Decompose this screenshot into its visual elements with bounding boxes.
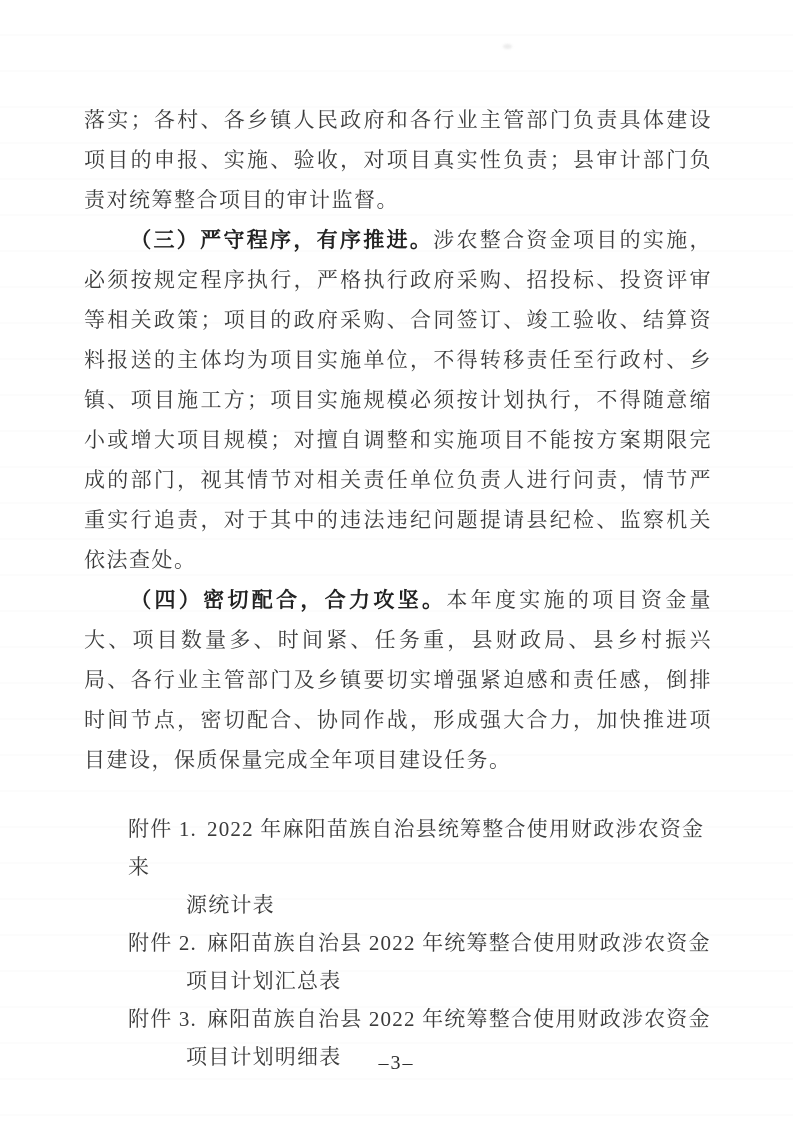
paragraph-text: 本年度实施的项目资金量大、项目数量多、时间紧、任务重，县财政局、县乡村振兴局、各行业主管部门及乡镇要切实增强紧迫感和责任感，倒排时间节点，密切配合、协同作战，形成强大合力，加快推进项目建设，保质保量完成全年项目建设任务。 <box>84 588 713 772</box>
attachment-item-2 <box>128 924 712 1000</box>
attachment-label: 附件 3. <box>128 1007 197 1031</box>
attachment-line <box>128 1000 712 1038</box>
section-heading: （四）密切配合，合力攻坚。 <box>130 588 447 612</box>
attachment-title-line: 麻阳苗族自治县 2022 年统筹整合使用财政涉农资金 <box>207 1007 711 1031</box>
paragraph-text: 涉农整合资金项目的实施，必须按规定程序执行，严格执行政府采购、招投标、投资评审等相关政策；项目的政府采购、合同签订、竣工验收、结算资料报送的主体均为项目实施单位，不得转移责任至行政村、乡镇、项目施工方；项目实施规模必须按计划执行，不得随意缩小或增大项目规模；对擅自调整和实施项目不能按方案期限完成的部门，视其情节对相关责任单位负责人进行问责，情节严重实行追责，对于其中的违法违纪问题提请县纪检、监察机关依法查处。 <box>84 228 713 572</box>
attachments-list <box>84 810 712 1076</box>
paragraph-text: 落实；各村、各乡镇人民政府和各行业主管部门负责具体建设项目的申报、实施、验收，对项目真实性负责；县审计部门负责对统筹整合项目的审计监督。 <box>84 108 712 212</box>
paragraph-section-4 <box>84 580 712 780</box>
attachment-title-line: 源统计表 <box>186 893 275 917</box>
attachment-title-line: 项目计划汇总表 <box>186 969 342 993</box>
document-body <box>84 100 712 1076</box>
attachment-title-line: 项目计划明细表 <box>186 1045 342 1069</box>
paragraph-section-3 <box>84 220 712 580</box>
attachment-item-1 <box>128 810 712 924</box>
attachment-title-line: 麻阳苗族自治县 2022 年统筹整合使用财政涉农资金 <box>207 931 711 955</box>
scan-artifact <box>503 44 512 49</box>
attachment-title-line: 2022 年麻阳苗族自治县统筹整合使用财政涉农资金来 <box>128 817 705 879</box>
page-number: –3– <box>378 1052 415 1074</box>
attachment-line <box>128 810 712 886</box>
attachment-line <box>128 924 712 962</box>
section-heading: （三）严守程序，有序推进。 <box>130 228 434 252</box>
attachment-label: 附件 1. <box>128 817 197 841</box>
attachment-label: 附件 2. <box>128 931 197 955</box>
paragraph-continuation <box>84 100 712 220</box>
